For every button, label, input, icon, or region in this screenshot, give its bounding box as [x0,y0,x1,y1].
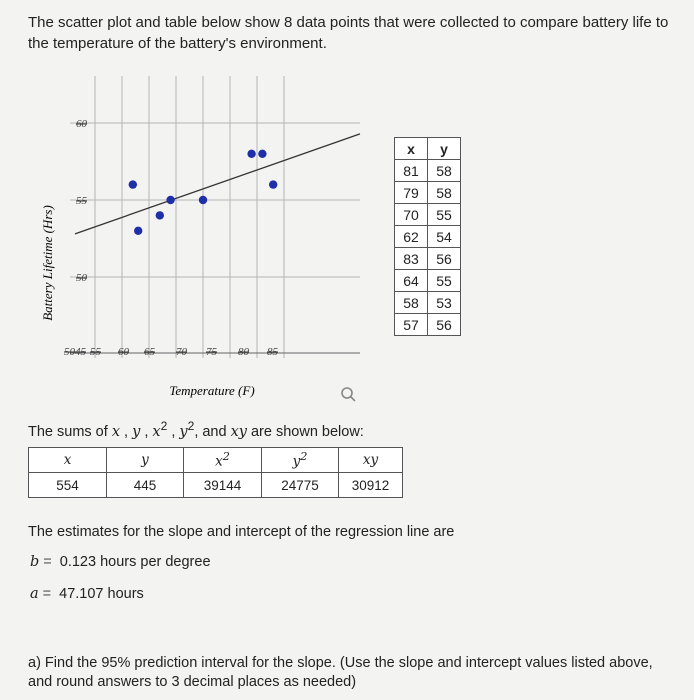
data-point [166,196,174,204]
table-cell-x: 79 [395,182,428,204]
table-cell-y: 55 [428,270,461,292]
symbol-y: y [132,423,141,440]
sum-y2-value: 24775 [262,473,339,498]
slope-value: 0.123 hours per degree [59,554,211,570]
data-table [394,137,461,336]
table-row [395,270,461,292]
slope-estimate [30,554,211,570]
x-tick-label: 85 [267,346,278,358]
symbol-x2: x [152,423,161,440]
sums-header-x2 [184,448,262,473]
sums-header-x [29,448,107,473]
separator: , [140,423,153,440]
sums-table [28,447,403,498]
regression-line [75,134,360,234]
separator: , [120,423,133,440]
sum-y-value: 445 [107,473,184,498]
sums-header-y [107,448,184,473]
table-row [395,160,461,182]
intercept-symbol: a [30,586,39,602]
sums-header-xy [339,448,403,473]
data-point [247,150,255,158]
table-cell-y: 54 [428,226,461,248]
x-tick-label: 70 [176,346,187,358]
sums-header-xy-text: xy [362,452,379,468]
sums-intro [28,419,364,440]
data-point [199,196,207,204]
sums-header-y-text: y [141,452,149,468]
data-point [129,180,137,188]
symbol-xy: xy [230,423,247,440]
x-tick-label: 75 [206,346,217,358]
x-tick-label: 80 [238,346,249,358]
problem-intro: The scatter plot and table below show 8 data points that were collected to compare battery life to the temperature of the battery's environment. [28,14,669,52]
plot-points [75,134,360,235]
intercept-value: 47.107 hours [59,586,144,602]
sums-header-x2-text: x [215,453,223,470]
equals-sign: = [43,554,52,570]
table-cell-x: 83 [395,248,428,270]
table-header-x: x [395,138,428,160]
sums-header-x-text: x [63,452,72,468]
x-axis-label: Temperature (F) [169,383,255,398]
sums-header-y2 [262,448,339,473]
table-cell-x: 81 [395,160,428,182]
table-row [395,248,461,270]
table-row [395,182,461,204]
table-cell-x: 58 [395,292,428,314]
table-row [395,292,461,314]
slope-symbol: b [30,554,40,570]
y-axis-label: Battery Lifetime (Hrs) [40,205,55,321]
data-point [134,227,142,235]
question-text: a) Find the 95% prediction interval for the slope. (Use the slope and intercept values listed above, and round answers to 3 decimal places as needed) [28,655,653,690]
table-cell-x: 62 [395,226,428,248]
symbol-y2: y [179,423,188,440]
superscript-2: 2 [300,450,308,464]
sums-intro-end: are shown below: [246,423,364,440]
x-tick-label: 55 [90,346,101,358]
sum-xy-value: 30912 [339,473,403,498]
table-cell-y: 56 [428,314,461,336]
superscript-2: 2 [160,419,168,433]
superscript-2: 2 [187,419,195,433]
sums-row [29,473,403,498]
table-row [395,204,461,226]
y-tick-label: 60 [76,118,87,130]
sums-intro-and: , and [194,423,231,440]
y-tick-label: 55 [76,195,87,207]
sums-header-y2-text: y [292,453,301,470]
plot-ticks [64,118,279,358]
magnifier-icon[interactable] [342,388,355,401]
x-tick-label: 5045 [64,346,86,358]
scatter-plot [40,68,370,413]
plot-grid [70,76,360,358]
table-cell-y: 56 [428,248,461,270]
table-cell-x: 57 [395,314,428,336]
symbol-x: x [111,423,120,440]
table-cell-y: 58 [428,160,461,182]
estimates-intro: The estimates for the slope and intercept of the regression line are [28,524,455,540]
separator: , [167,423,180,440]
table-row [395,226,461,248]
table-cell-y: 53 [428,292,461,314]
data-point [269,180,277,188]
y-tick-label: 50 [76,272,87,284]
superscript-2: 2 [222,450,230,464]
table-cell-x: 64 [395,270,428,292]
data-point [156,211,164,219]
table-row [395,314,461,336]
sum-x-value: 554 [29,473,107,498]
sums-intro-text: The sums of [28,423,112,440]
equals-sign: = [42,586,52,602]
table-cell-y: 55 [428,204,461,226]
sum-x2-value: 39144 [184,473,262,498]
intercept-estimate [30,586,144,602]
table-cell-x: 70 [395,204,428,226]
x-tick-label: 65 [144,346,155,358]
table-cell-y: 58 [428,182,461,204]
table-header-y: y [428,138,461,160]
data-point [258,150,266,158]
x-tick-label: 60 [118,346,129,358]
